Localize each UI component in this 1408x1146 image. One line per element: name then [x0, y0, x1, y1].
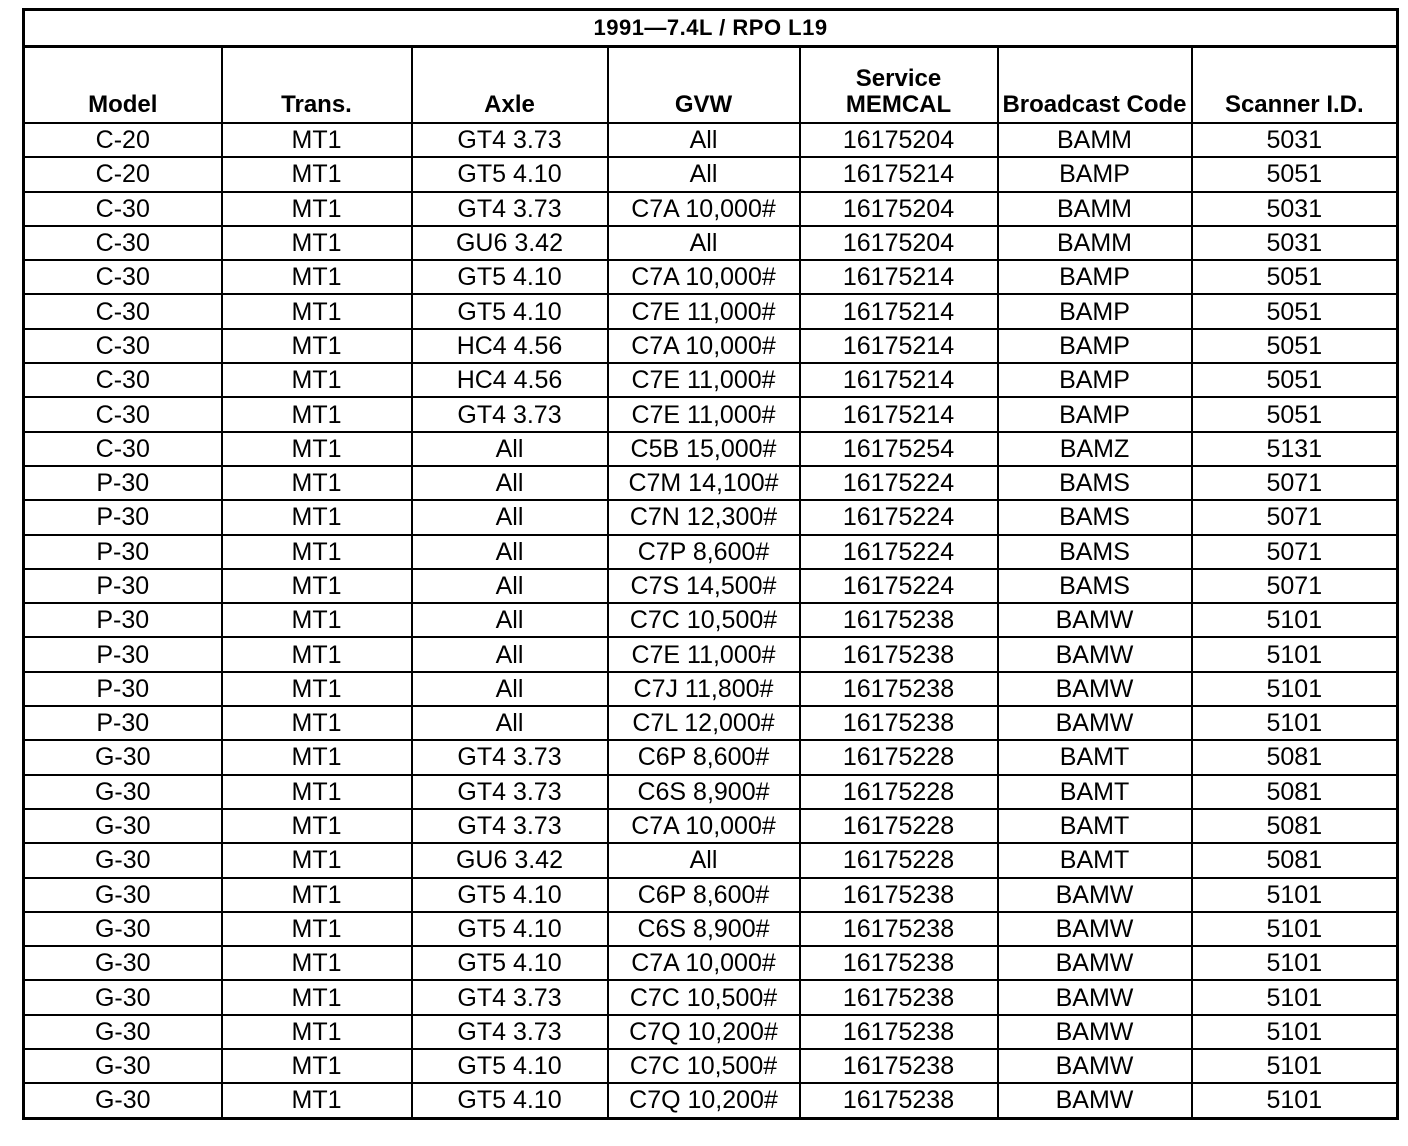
memcal-cell: 16175238: [800, 637, 998, 671]
table-row: [24, 637, 1398, 671]
trans-cell: MT1: [222, 946, 412, 980]
scanner-id-cell: 5051: [1192, 363, 1398, 397]
trans-cell: MT1: [222, 226, 412, 260]
model-cell: P-30: [24, 672, 222, 706]
axle-cell: All: [412, 432, 608, 466]
column-header-scanner-id: Scanner I.D.: [1192, 47, 1398, 124]
scanner-id-cell: 5101: [1192, 637, 1398, 671]
trans-cell: MT1: [222, 843, 412, 877]
table-row: [24, 740, 1398, 774]
header-row: [24, 47, 1398, 124]
memcal-cell: 16175238: [800, 912, 998, 946]
scanner-id-cell: 5101: [1192, 912, 1398, 946]
trans-cell: MT1: [222, 260, 412, 294]
broadcast-code-cell: BAMW: [998, 1083, 1192, 1118]
title-row: [24, 10, 1398, 47]
table-row: [24, 946, 1398, 980]
table-row: [24, 569, 1398, 603]
model-cell: G-30: [24, 1083, 222, 1118]
table-row: [24, 706, 1398, 740]
table-row: [24, 603, 1398, 637]
broadcast-code-cell: BAMS: [998, 500, 1192, 534]
model-cell: C-20: [24, 123, 222, 157]
broadcast-code-cell: BAMW: [998, 637, 1192, 671]
table-row: [24, 329, 1398, 363]
axle-cell: GT4 3.73: [412, 809, 608, 843]
trans-cell: MT1: [222, 1083, 412, 1118]
table-row: [24, 809, 1398, 843]
gvw-cell: C7M 14,100#: [608, 466, 800, 500]
axle-cell: GT4 3.73: [412, 1015, 608, 1049]
axle-cell: HC4 4.56: [412, 363, 608, 397]
table-row: [24, 363, 1398, 397]
model-cell: G-30: [24, 843, 222, 877]
model-cell: C-30: [24, 294, 222, 328]
table-row: [24, 535, 1398, 569]
model-cell: G-30: [24, 775, 222, 809]
model-cell: P-30: [24, 569, 222, 603]
scanner-id-cell: 5031: [1192, 192, 1398, 226]
broadcast-code-cell: BAMM: [998, 192, 1192, 226]
axle-cell: All: [412, 637, 608, 671]
memcal-cell: 16175224: [800, 500, 998, 534]
broadcast-code-cell: BAMT: [998, 809, 1192, 843]
model-cell: C-30: [24, 432, 222, 466]
broadcast-code-cell: BAMW: [998, 672, 1192, 706]
table-row: [24, 260, 1398, 294]
memcal-cell: 16175214: [800, 294, 998, 328]
gvw-cell: C7C 10,500#: [608, 603, 800, 637]
column-header-trans: Trans.: [222, 47, 412, 124]
column-header-axle: Axle: [412, 47, 608, 124]
gvw-cell: C7A 10,000#: [608, 809, 800, 843]
axle-cell: All: [412, 535, 608, 569]
broadcast-code-cell: BAMW: [998, 912, 1192, 946]
table-row: [24, 878, 1398, 912]
broadcast-code-cell: BAMW: [998, 706, 1192, 740]
gvw-cell: C7J 11,800#: [608, 672, 800, 706]
table-row: [24, 157, 1398, 191]
model-cell: P-30: [24, 637, 222, 671]
table-row: [24, 980, 1398, 1014]
model-cell: C-30: [24, 260, 222, 294]
model-cell: C-30: [24, 363, 222, 397]
axle-cell: GT4 3.73: [412, 980, 608, 1014]
model-cell: P-30: [24, 706, 222, 740]
table-row: [24, 1049, 1398, 1083]
gvw-cell: C7C 10,500#: [608, 1049, 800, 1083]
trans-cell: MT1: [222, 157, 412, 191]
memcal-cell: 16175214: [800, 329, 998, 363]
memcal-cell: 16175238: [800, 603, 998, 637]
gvw-cell: All: [608, 157, 800, 191]
model-cell: G-30: [24, 740, 222, 774]
axle-cell: All: [412, 500, 608, 534]
scanner-id-cell: 5101: [1192, 1049, 1398, 1083]
axle-cell: GT5 4.10: [412, 946, 608, 980]
memcal-cell: 16175238: [800, 1083, 998, 1118]
model-cell: G-30: [24, 809, 222, 843]
scanner-id-cell: 5071: [1192, 535, 1398, 569]
trans-cell: MT1: [222, 706, 412, 740]
trans-cell: MT1: [222, 775, 412, 809]
broadcast-code-cell: BAMT: [998, 775, 1192, 809]
model-cell: G-30: [24, 946, 222, 980]
memcal-cell: 16175238: [800, 1015, 998, 1049]
gvw-cell: C6P 8,600#: [608, 878, 800, 912]
axle-cell: All: [412, 569, 608, 603]
axle-cell: GT4 3.73: [412, 123, 608, 157]
memcal-cell: 16175214: [800, 363, 998, 397]
gvw-cell: C7C 10,500#: [608, 980, 800, 1014]
broadcast-code-cell: BAMS: [998, 569, 1192, 603]
axle-cell: GT5 4.10: [412, 157, 608, 191]
broadcast-code-cell: BAMZ: [998, 432, 1192, 466]
scanner-id-cell: 5101: [1192, 878, 1398, 912]
axle-cell: HC4 4.56: [412, 329, 608, 363]
scanner-id-cell: 5051: [1192, 329, 1398, 363]
gvw-cell: C7N 12,300#: [608, 500, 800, 534]
broadcast-code-cell: BAMP: [998, 157, 1192, 191]
model-cell: C-30: [24, 329, 222, 363]
model-cell: G-30: [24, 980, 222, 1014]
gvw-cell: C7E 11,000#: [608, 294, 800, 328]
gvw-cell: C7A 10,000#: [608, 260, 800, 294]
scanner-id-cell: 5071: [1192, 466, 1398, 500]
gvw-cell: All: [608, 123, 800, 157]
table-body: [24, 123, 1398, 1118]
memcal-cell: 16175224: [800, 535, 998, 569]
broadcast-code-cell: BAMW: [998, 1049, 1192, 1083]
table-row: [24, 294, 1398, 328]
trans-cell: MT1: [222, 397, 412, 431]
axle-cell: All: [412, 466, 608, 500]
axle-cell: GT5 4.10: [412, 1049, 608, 1083]
gvw-cell: C6S 8,900#: [608, 912, 800, 946]
gvw-cell: C7A 10,000#: [608, 329, 800, 363]
memcal-cell: 16175238: [800, 706, 998, 740]
broadcast-code-cell: BAMP: [998, 329, 1192, 363]
model-cell: G-30: [24, 878, 222, 912]
trans-cell: MT1: [222, 637, 412, 671]
table-row: [24, 123, 1398, 157]
scanner-id-cell: 5051: [1192, 260, 1398, 294]
column-header-service-memcal: Service MEMCAL: [800, 47, 998, 124]
trans-cell: MT1: [222, 740, 412, 774]
trans-cell: MT1: [222, 1049, 412, 1083]
trans-cell: MT1: [222, 294, 412, 328]
table-row: [24, 1015, 1398, 1049]
axle-cell: GT4 3.73: [412, 775, 608, 809]
table-row: [24, 432, 1398, 466]
trans-cell: MT1: [222, 192, 412, 226]
axle-cell: GT4 3.73: [412, 397, 608, 431]
memcal-cell: 16175254: [800, 432, 998, 466]
broadcast-code-cell: BAMT: [998, 843, 1192, 877]
table-row: [24, 912, 1398, 946]
trans-cell: MT1: [222, 363, 412, 397]
memcal-cell: 16175214: [800, 397, 998, 431]
scanner-id-cell: 5081: [1192, 775, 1398, 809]
trans-cell: MT1: [222, 123, 412, 157]
broadcast-code-cell: BAMP: [998, 294, 1192, 328]
broadcast-code-cell: BAMP: [998, 363, 1192, 397]
memcal-cell: 16175214: [800, 260, 998, 294]
table-row: [24, 466, 1398, 500]
memcal-cell: 16175238: [800, 980, 998, 1014]
scanner-id-cell: 5081: [1192, 843, 1398, 877]
axle-cell: GT5 4.10: [412, 294, 608, 328]
table-row: [24, 192, 1398, 226]
gvw-cell: All: [608, 226, 800, 260]
gvw-cell: C6P 8,600#: [608, 740, 800, 774]
scanner-id-cell: 5101: [1192, 706, 1398, 740]
memcal-cell: 16175238: [800, 672, 998, 706]
memcal-cell: 16175214: [800, 157, 998, 191]
column-header-broadcast-code: Broadcast Code: [998, 47, 1192, 124]
trans-cell: MT1: [222, 500, 412, 534]
broadcast-code-cell: BAMW: [998, 980, 1192, 1014]
axle-cell: All: [412, 706, 608, 740]
scanner-id-cell: 5051: [1192, 294, 1398, 328]
gvw-cell: C7S 14,500#: [608, 569, 800, 603]
axle-cell: GT5 4.10: [412, 1083, 608, 1118]
trans-cell: MT1: [222, 432, 412, 466]
axle-cell: GT4 3.73: [412, 192, 608, 226]
memcal-cell: 16175204: [800, 192, 998, 226]
broadcast-code-cell: BAMS: [998, 535, 1192, 569]
memcal-cell: 16175238: [800, 878, 998, 912]
gvw-cell: C7P 8,600#: [608, 535, 800, 569]
broadcast-code-cell: BAMW: [998, 946, 1192, 980]
axle-cell: All: [412, 672, 608, 706]
broadcast-code-cell: BAMS: [998, 466, 1192, 500]
gvw-cell: C7E 11,000#: [608, 363, 800, 397]
scanner-id-cell: 5051: [1192, 397, 1398, 431]
table-title: 1991—7.4L / RPO L19: [24, 10, 1398, 47]
trans-cell: MT1: [222, 809, 412, 843]
axle-cell: GU6 3.42: [412, 226, 608, 260]
broadcast-code-cell: BAMW: [998, 878, 1192, 912]
scanner-id-cell: 5031: [1192, 226, 1398, 260]
model-cell: P-30: [24, 603, 222, 637]
trans-cell: MT1: [222, 912, 412, 946]
table-row: [24, 775, 1398, 809]
memcal-cell: 16175204: [800, 226, 998, 260]
memcal-cell: 16175228: [800, 740, 998, 774]
scanner-id-cell: 5071: [1192, 569, 1398, 603]
gvw-cell: C6S 8,900#: [608, 775, 800, 809]
gvw-cell: C7L 12,000#: [608, 706, 800, 740]
model-cell: C-30: [24, 192, 222, 226]
table-row: [24, 1083, 1398, 1118]
gvw-cell: C7E 11,000#: [608, 397, 800, 431]
axle-cell: GT5 4.10: [412, 878, 608, 912]
table-row: [24, 500, 1398, 534]
model-cell: C-30: [24, 397, 222, 431]
calibration-table-container: [22, 8, 1396, 1120]
table-row: [24, 397, 1398, 431]
trans-cell: MT1: [222, 980, 412, 1014]
scanner-id-cell: 5101: [1192, 1015, 1398, 1049]
scanner-id-cell: 5101: [1192, 946, 1398, 980]
gvw-cell: C7A 10,000#: [608, 192, 800, 226]
scanner-id-cell: 5101: [1192, 980, 1398, 1014]
broadcast-code-cell: BAMP: [998, 397, 1192, 431]
gvw-cell: C7Q 10,200#: [608, 1015, 800, 1049]
scanner-id-cell: 5051: [1192, 157, 1398, 191]
gvw-cell: C5B 15,000#: [608, 432, 800, 466]
model-cell: G-30: [24, 1015, 222, 1049]
broadcast-code-cell: BAMM: [998, 123, 1192, 157]
model-cell: C-30: [24, 226, 222, 260]
calibration-table: [22, 8, 1399, 1120]
trans-cell: MT1: [222, 569, 412, 603]
gvw-cell: C7A 10,000#: [608, 946, 800, 980]
table-row: [24, 672, 1398, 706]
gvw-cell: C7E 11,000#: [608, 637, 800, 671]
trans-cell: MT1: [222, 329, 412, 363]
broadcast-code-cell: BAMT: [998, 740, 1192, 774]
scanner-id-cell: 5081: [1192, 740, 1398, 774]
gvw-cell: C7Q 10,200#: [608, 1083, 800, 1118]
scanner-id-cell: 5081: [1192, 809, 1398, 843]
trans-cell: MT1: [222, 603, 412, 637]
memcal-cell: 16175228: [800, 809, 998, 843]
axle-cell: GT5 4.10: [412, 912, 608, 946]
trans-cell: MT1: [222, 466, 412, 500]
scanner-id-cell: 5071: [1192, 500, 1398, 534]
broadcast-code-cell: BAMP: [998, 260, 1192, 294]
axle-cell: GT4 3.73: [412, 740, 608, 774]
model-cell: G-30: [24, 1049, 222, 1083]
model-cell: P-30: [24, 466, 222, 500]
model-cell: C-20: [24, 157, 222, 191]
axle-cell: GU6 3.42: [412, 843, 608, 877]
broadcast-code-cell: BAMW: [998, 1015, 1192, 1049]
scanner-id-cell: 5101: [1192, 672, 1398, 706]
trans-cell: MT1: [222, 1015, 412, 1049]
scanner-id-cell: 5101: [1192, 603, 1398, 637]
memcal-cell: 16175238: [800, 946, 998, 980]
memcal-cell: 16175228: [800, 775, 998, 809]
model-cell: G-30: [24, 912, 222, 946]
axle-cell: GT5 4.10: [412, 260, 608, 294]
scanner-id-cell: 5031: [1192, 123, 1398, 157]
broadcast-code-cell: BAMW: [998, 603, 1192, 637]
trans-cell: MT1: [222, 672, 412, 706]
column-header-gvw: GVW: [608, 47, 800, 124]
memcal-cell: 16175204: [800, 123, 998, 157]
trans-cell: MT1: [222, 535, 412, 569]
scanner-id-cell: 5101: [1192, 1083, 1398, 1118]
broadcast-code-cell: BAMM: [998, 226, 1192, 260]
column-header-model: Model: [24, 47, 222, 124]
trans-cell: MT1: [222, 878, 412, 912]
table-row: [24, 843, 1398, 877]
axle-cell: All: [412, 603, 608, 637]
gvw-cell: All: [608, 843, 800, 877]
table-row: [24, 226, 1398, 260]
model-cell: P-30: [24, 500, 222, 534]
memcal-cell: 16175238: [800, 1049, 998, 1083]
scanner-id-cell: 5131: [1192, 432, 1398, 466]
memcal-cell: 16175224: [800, 466, 998, 500]
memcal-cell: 16175228: [800, 843, 998, 877]
memcal-cell: 16175224: [800, 569, 998, 603]
model-cell: P-30: [24, 535, 222, 569]
